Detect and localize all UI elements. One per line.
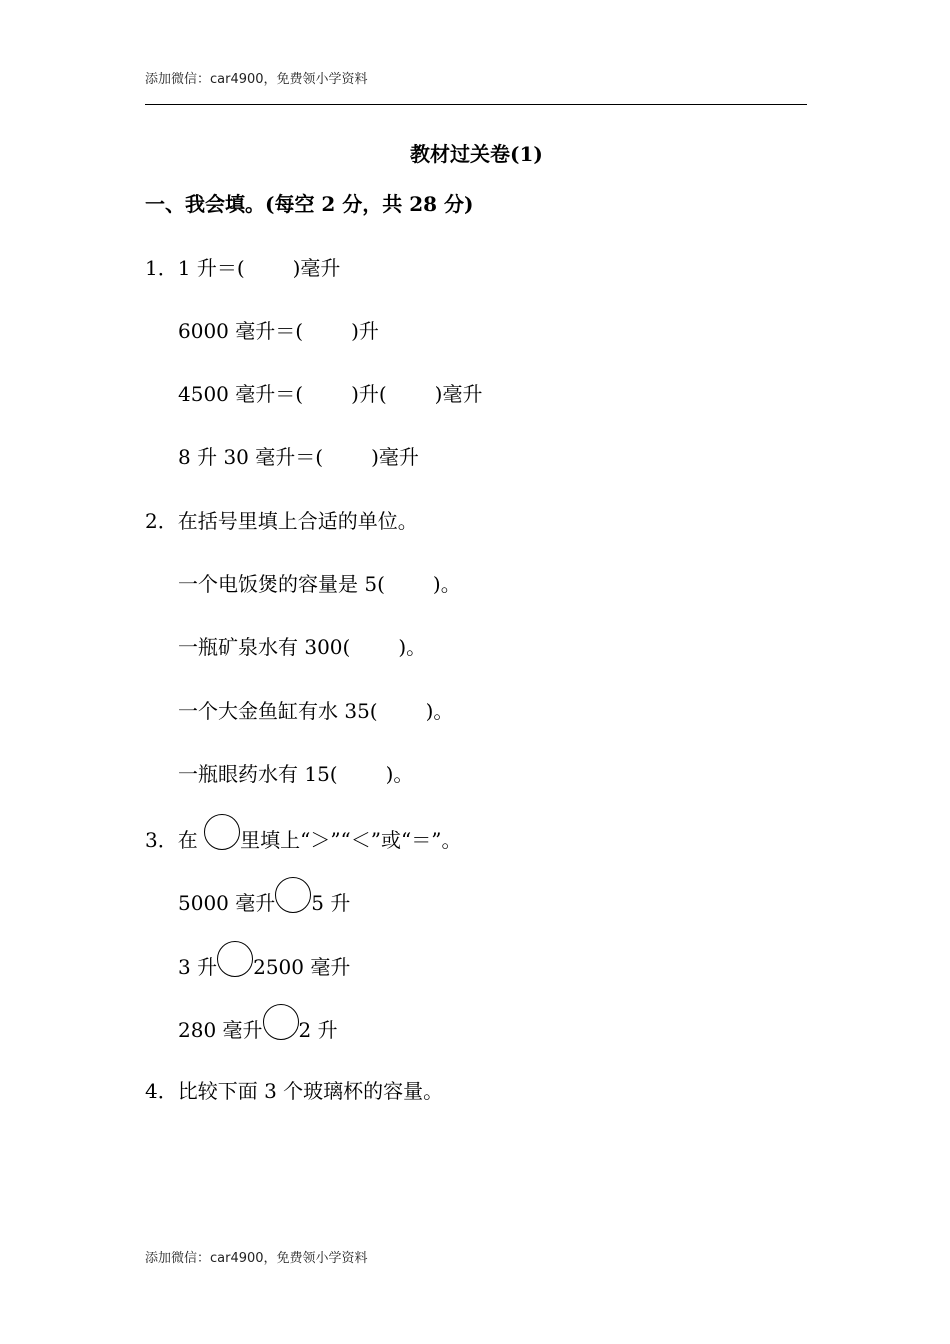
q1-post: )毫升 <box>434 382 483 406</box>
page-title: 教材过关卷(1) <box>410 142 543 166</box>
q4-number: 4． <box>145 1079 178 1103</box>
page-footer: 添加微信：car4900，免费领小学资料 <box>145 1251 368 1266</box>
q1-post: )毫升 <box>292 256 341 280</box>
q2-line-3 <box>178 695 453 724</box>
q3-left: 5000 毫升 <box>178 891 276 915</box>
q3-line-1 <box>178 887 350 916</box>
q3-number: 3． <box>145 828 178 852</box>
q1-post: )升 <box>351 319 379 343</box>
q3-right: 5 升 <box>311 891 351 915</box>
q4-prompt <box>145 1075 443 1104</box>
q1-pre: 1 升＝( <box>177 256 245 280</box>
compare-circle[interactable] <box>275 877 311 913</box>
page-header: 添加微信：car4900，免费领小学资料 <box>145 72 368 87</box>
q1-post: )毫升 <box>371 445 419 469</box>
q1-pre: 8 升 30 毫升＝( <box>178 445 324 469</box>
header-divider <box>145 104 807 105</box>
q4-prompt-text: 比较下面 3 个玻璃杯的容量。 <box>177 1079 444 1103</box>
q3-left: 280 毫升 <box>178 1018 263 1042</box>
q1-line-3 <box>178 378 482 407</box>
q2-number: 2． <box>145 509 178 533</box>
q1-pre: 6000 毫升＝( <box>178 319 304 343</box>
q3-line-2 <box>178 951 350 980</box>
q3-prompt <box>145 824 461 853</box>
q1-line-1 <box>145 252 340 281</box>
q2-line-1 <box>178 568 461 597</box>
q2-post: )。 <box>425 699 454 723</box>
q3-right: 2500 毫升 <box>253 955 351 979</box>
section-heading: 一、我会填。(每空 2 分，共 28 分) <box>145 192 474 216</box>
q2-post: )。 <box>432 572 461 596</box>
compare-circle[interactable] <box>263 1004 299 1040</box>
q3-prompt-pre: 在 <box>177 828 198 852</box>
q2-post: )。 <box>398 635 427 659</box>
q2-line-4 <box>178 758 413 787</box>
q3-left: 3 升 <box>178 955 218 979</box>
q1-mid: )升( <box>351 382 387 406</box>
q2-post: )。 <box>385 762 414 786</box>
q2-pre: 一瓶眼药水有 15( <box>178 762 338 786</box>
circle-icon <box>204 814 240 850</box>
compare-circle[interactable] <box>217 941 253 977</box>
q3-line-3 <box>178 1014 338 1043</box>
q2-prompt <box>145 505 418 534</box>
q3-right: 2 升 <box>298 1018 338 1042</box>
q1-line-2 <box>178 315 379 344</box>
q2-pre: 一瓶矿泉水有 300( <box>178 635 351 659</box>
q2-prompt-text: 在括号里填上合适的单位。 <box>177 509 418 533</box>
q1-pre: 4500 毫升＝( <box>178 382 304 406</box>
q1-line-4 <box>178 441 419 470</box>
q2-line-2 <box>178 631 426 660</box>
q2-pre: 一个大金鱼缸有水 35( <box>178 699 378 723</box>
q2-pre: 一个电饭煲的容量是 5( <box>178 572 385 596</box>
q3-prompt-post: 里填上“＞”“＜”或“＝”。 <box>240 828 462 852</box>
q1-number: 1． <box>145 256 178 280</box>
